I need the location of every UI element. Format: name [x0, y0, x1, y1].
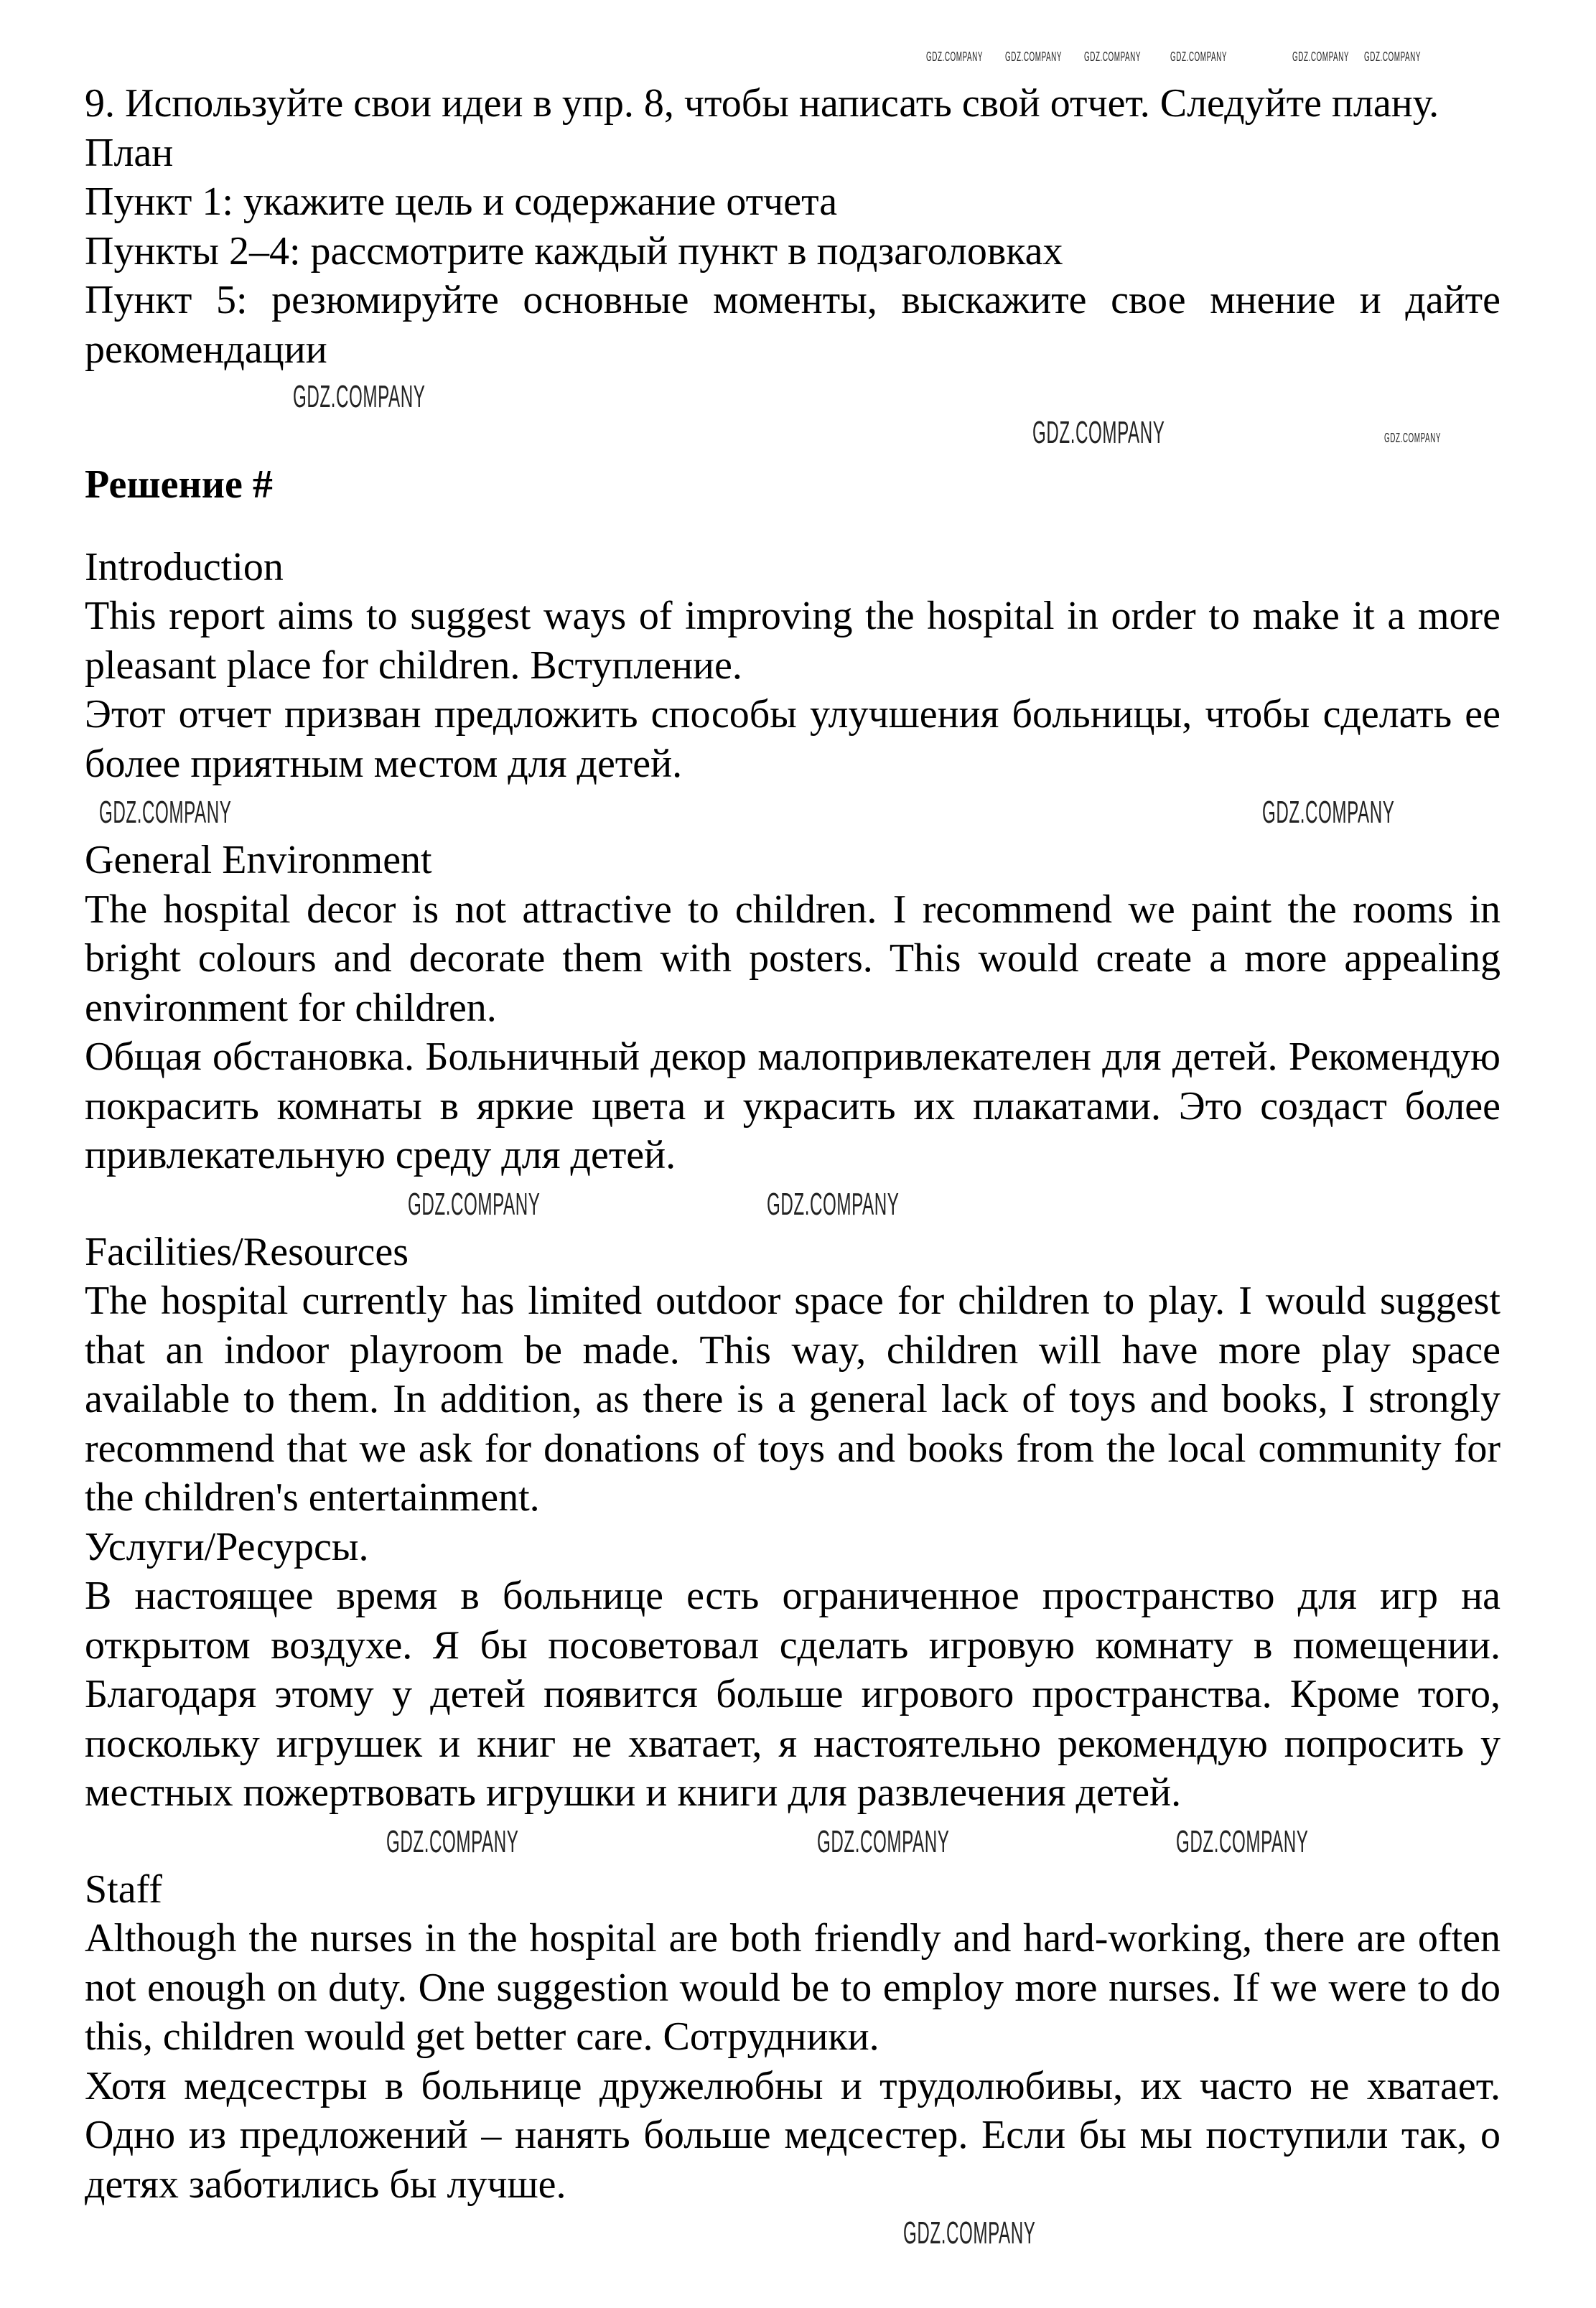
watermark: GDZ.COMPANY — [1084, 50, 1142, 64]
watermark: GDZ.COMPANY — [408, 1186, 541, 1222]
spacer — [85, 2209, 1501, 2256]
english-text: The hospital decor is not attractive to children. I recommend we paint the rooms in bright colours and decorate them with posters. This would create a more appealing environment for children. — [85, 887, 1501, 1030]
watermark: GDZ.COMPANY — [1364, 50, 1422, 64]
spacer — [85, 510, 1501, 543]
task-block — [85, 79, 1501, 374]
watermark: GDZ.COMPANY — [386, 1823, 519, 1859]
plan-item-3: Пункт 5: резюмируйте основные моменты, выскажите свое мнение и дайте рекомендации — [85, 278, 1501, 372]
section-introduction — [85, 543, 1501, 789]
watermark: GDZ.COMPANY — [1005, 50, 1063, 64]
section-heading: Staff — [85, 1867, 162, 1912]
solution-heading: Решение # — [85, 462, 273, 507]
spacer — [85, 374, 1501, 460]
watermark: GDZ.COMPANY — [767, 1186, 900, 1222]
english-text: Although the nurses in the hospital are both friendly and hard-working, there are often not enough on duty. One suggestion would be to employ more nurses. If we were to do this, children would get better care. Сотрудники. — [85, 1916, 1501, 2059]
section-general-environment — [85, 836, 1501, 1180]
watermark: GDZ.COMPANY — [1176, 1823, 1309, 1859]
watermark: GDZ.COMPANY — [1170, 50, 1228, 64]
watermark: GDZ.COMPANY — [1032, 415, 1165, 450]
english-text: This report aims to suggest ways of improving the hospital in order to make it a more pleasant place for children. Вступление. — [85, 594, 1501, 688]
spacer — [85, 788, 1501, 836]
watermark: GDZ.COMPANY — [817, 1823, 950, 1859]
top-margin — [0, 0, 1596, 79]
task-instruction: 9. Используйте свои идеи в упр. 8, чтобы написать свой отчет. Следуйте плану. — [85, 81, 1439, 126]
russian-heading: Услуги/Ресурсы. — [85, 1524, 369, 1569]
section-staff — [85, 1865, 1501, 2210]
watermark: GDZ.COMPANY — [1384, 431, 1442, 445]
section-heading: General Environment — [85, 838, 432, 882]
spacer — [85, 1180, 1501, 1228]
plan-title: План — [85, 130, 174, 175]
spacer — [85, 1818, 1501, 1865]
watermark: GDZ.COMPANY — [926, 50, 984, 64]
russian-text: Этот отчет призван предложить способы улучшения больницы, чтобы сделать ее более приятным местом для детей. — [85, 692, 1501, 786]
russian-text: В настоящее время в больнице есть ограниченное пространство для игр на открытом воздухе. Я бы посоветовал сделать игровую комнату в помещении. Благодаря этому у детей появится больше игрового пространства. Кроме того, поскольку игрушек и книг не хватает, я настоятельно рекомендую попросить у местных пожертвовать игрушки и книги для развлечения детей. — [85, 1574, 1501, 1815]
watermark: GDZ.COMPANY — [1292, 50, 1350, 64]
english-text: The hospital currently has limited outdoor space for children to play. I would suggest that an indoor playroom be made. This way, children will have more play space available to them. In addition, as there is a general lack of toys and books, I strongly recommend that we ask for donations of toys and books from the local community for the children's entertainment. — [85, 1279, 1501, 1520]
watermark: GDZ.COMPANY — [293, 379, 426, 414]
watermark: GDZ.COMPANY — [1262, 795, 1395, 830]
section-facilities — [85, 1228, 1501, 1818]
russian-text: Хотя медсестры в больнице дружелюбны и трудолюбивы, их часто не хватает. Одно из предложений – нанять больше медсестер. Если бы мы поступили так, о детях заботились бы лучше. — [85, 2063, 1501, 2207]
section-heading: Facilities/Resources — [85, 1229, 409, 1274]
plan-item-1: Пункт 1: укажите цель и содержание отчета — [85, 179, 838, 224]
watermark: GDZ.COMPANY — [903, 2215, 1036, 2251]
watermark: GDZ.COMPANY — [99, 795, 232, 830]
russian-text: Общая обстановка. Больничный декор малопривлекателен для детей. Рекомендую покрасить комнаты в яркие цвета и украсить их плакатами. Это создаст более привлекательную среду для детей. — [85, 1034, 1501, 1177]
plan-item-2: Пункты 2–4: рассмотрите каждый пункт в подзаголовках — [85, 228, 1063, 274]
section-heading: Introduction — [85, 544, 284, 589]
